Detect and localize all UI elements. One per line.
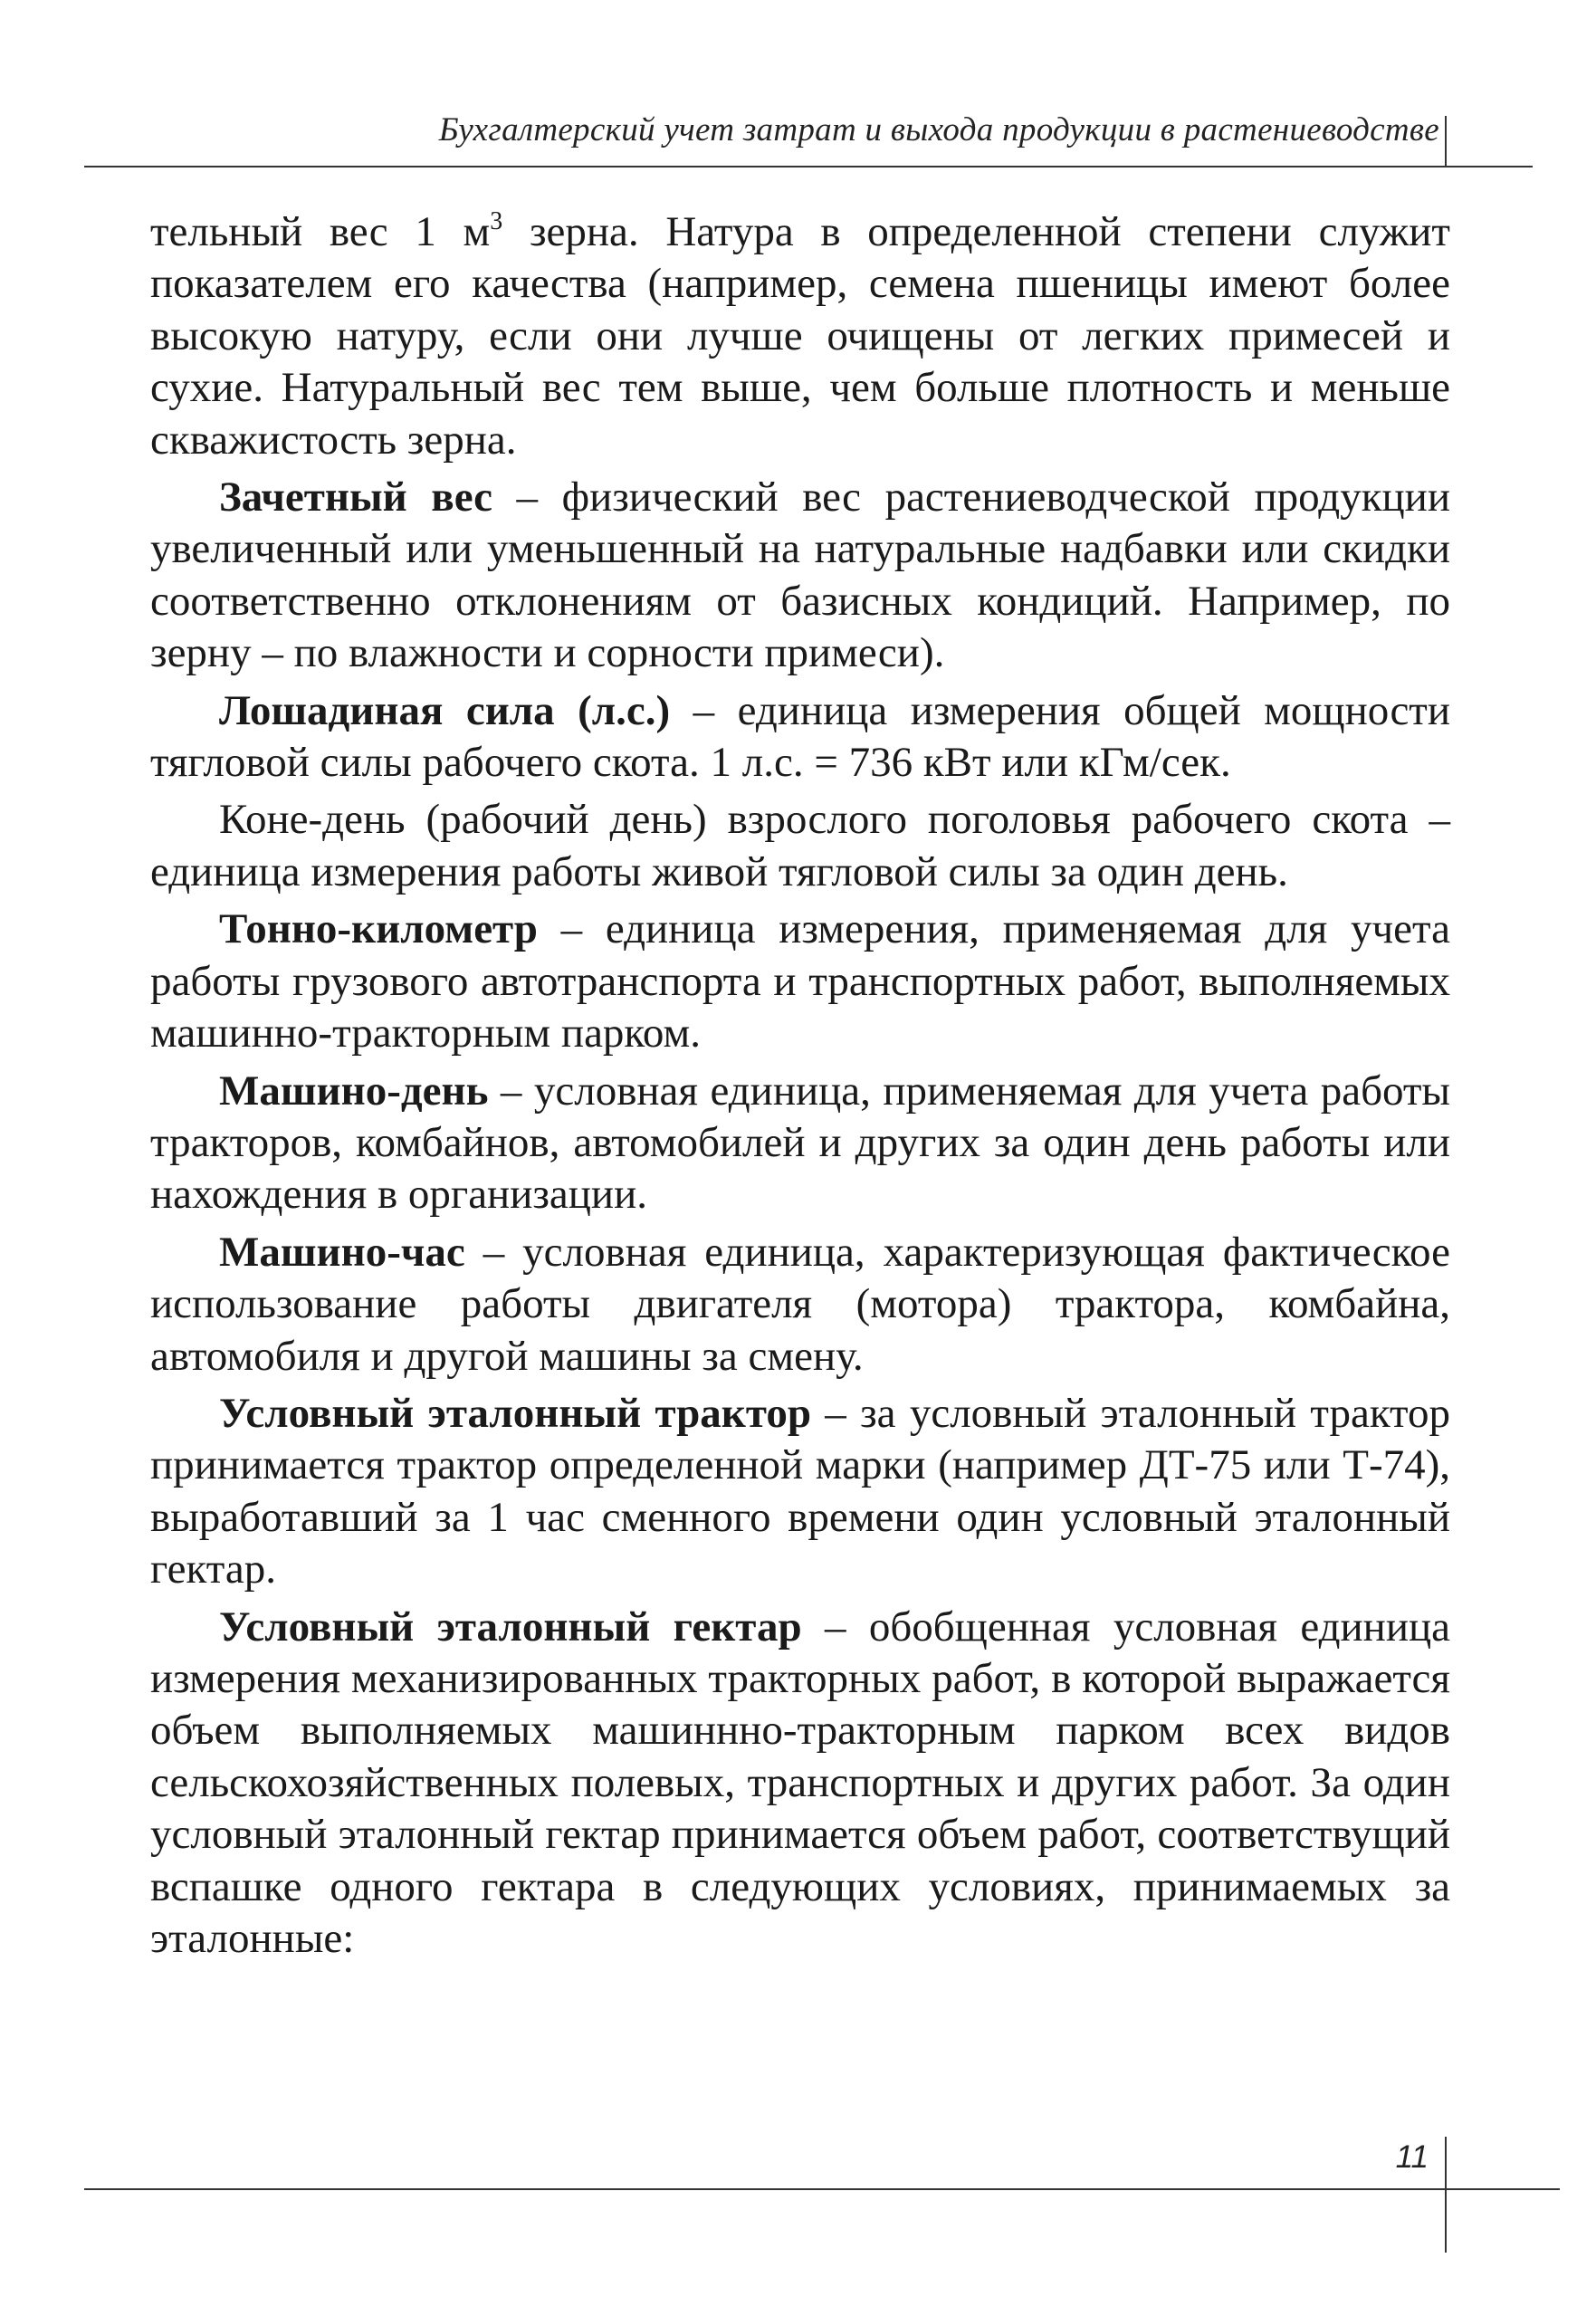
superscript: 3: [490, 207, 503, 235]
paragraph-natura: [150, 206, 1450, 466]
paragraph-text: – единица измерения общей мощности тягловой силы рабочего скота. 1 л.с. = 736 кВт или кГм/сек.: [150, 686, 1450, 787]
term-heading: Лошадиная сила (л.с.): [219, 686, 671, 734]
term-heading: Машино-день: [219, 1067, 489, 1115]
paragraph-text: тельный вес 1 м: [150, 208, 491, 255]
term-heading: Зачетный вес: [219, 474, 492, 521]
paragraph-mashino-chas: [150, 1227, 1450, 1383]
paragraph-text: – условная единица, характеризующая фактическое использование работы двигателя (мотора) трактора, комбайна, автомобиля и другой машины за смену.: [150, 1228, 1450, 1380]
paragraph-text: – обобщенная условная единица измерения механизированных тракторных работ, в которой выражается объем выполняемых машиннно-тракторным парком всех видов сельскохозяйственных полевых, транспортных и других работ. За один условный эталонный гектар принимается объем работ, соответствущий вспашке одного гектара в следующих условиях, принимаемых за эталонные:: [150, 1603, 1450, 1962]
page-number: 11: [1395, 2139, 1429, 2175]
paragraph-kone-den: [150, 794, 1450, 898]
page-body: [150, 206, 1450, 1970]
paragraph-text: – условная единица, применяемая для учета работы тракторов, комбайнов, автомобилей и других за один день работы или нахождения в организации.: [150, 1067, 1450, 1219]
term-heading: Условный эталонный гектар: [219, 1603, 802, 1651]
paragraph-etalonny-traktor: [150, 1388, 1450, 1596]
paragraph-etalonny-gektar: [150, 1602, 1450, 1966]
paragraph-text: зерна. Натура в определенной степени служит показателем его качества (например, семена пшеницы имеют более высокую натуру, если они лучше очищены от легких примесей и сухие. Натуральный вес тем выше, чем больше плотность и меньше скважистость зерна.: [150, 208, 1450, 464]
paragraph-zachetny-ves: [150, 472, 1450, 680]
paragraph-text: – физический вес растениеводческой продукции увеличенный или уменьшенный на натуральные надбавки или скидки соответственно отклонениям от базисных кондиций. Например, по зерну – по влажности и сорности примеси).: [150, 474, 1450, 677]
term-heading: Условный эталонный трактор: [219, 1389, 811, 1437]
paragraph-loshadinaya-sila: [150, 685, 1450, 789]
running-header: Бухгалтерский учет затрат и выхода продукции в растениеводстве: [438, 111, 1439, 148]
paragraph-tonno-kilometr: [150, 904, 1450, 1059]
paragraph-mashino-den: [150, 1066, 1450, 1221]
footer-tick-mark: [1445, 2137, 1447, 2253]
term-heading: Машино-час: [219, 1228, 465, 1276]
term-heading: Тонно-километр: [219, 905, 538, 953]
header-rule: [84, 166, 1533, 167]
paragraph-text: – за условный эталонный трактор принимается трактор определенной марки (например ДТ-75 или Т-74), выработавший за 1 час сменного времени один условный эталонный гектар.: [150, 1389, 1450, 1593]
header-tick-mark: [1445, 116, 1447, 167]
footer-rule: [84, 2188, 1560, 2190]
paragraph-text: – единица измерения, применяемая для учета работы грузового автотранспорта и транспортных работ, выполняемых машинно-тракторным парком.: [150, 905, 1450, 1057]
paragraph-text: Коне-день (рабочий день) взрослого поголовья рабочего скота – единица измерения работы живой тягловой силы за один день.: [150, 796, 1450, 895]
